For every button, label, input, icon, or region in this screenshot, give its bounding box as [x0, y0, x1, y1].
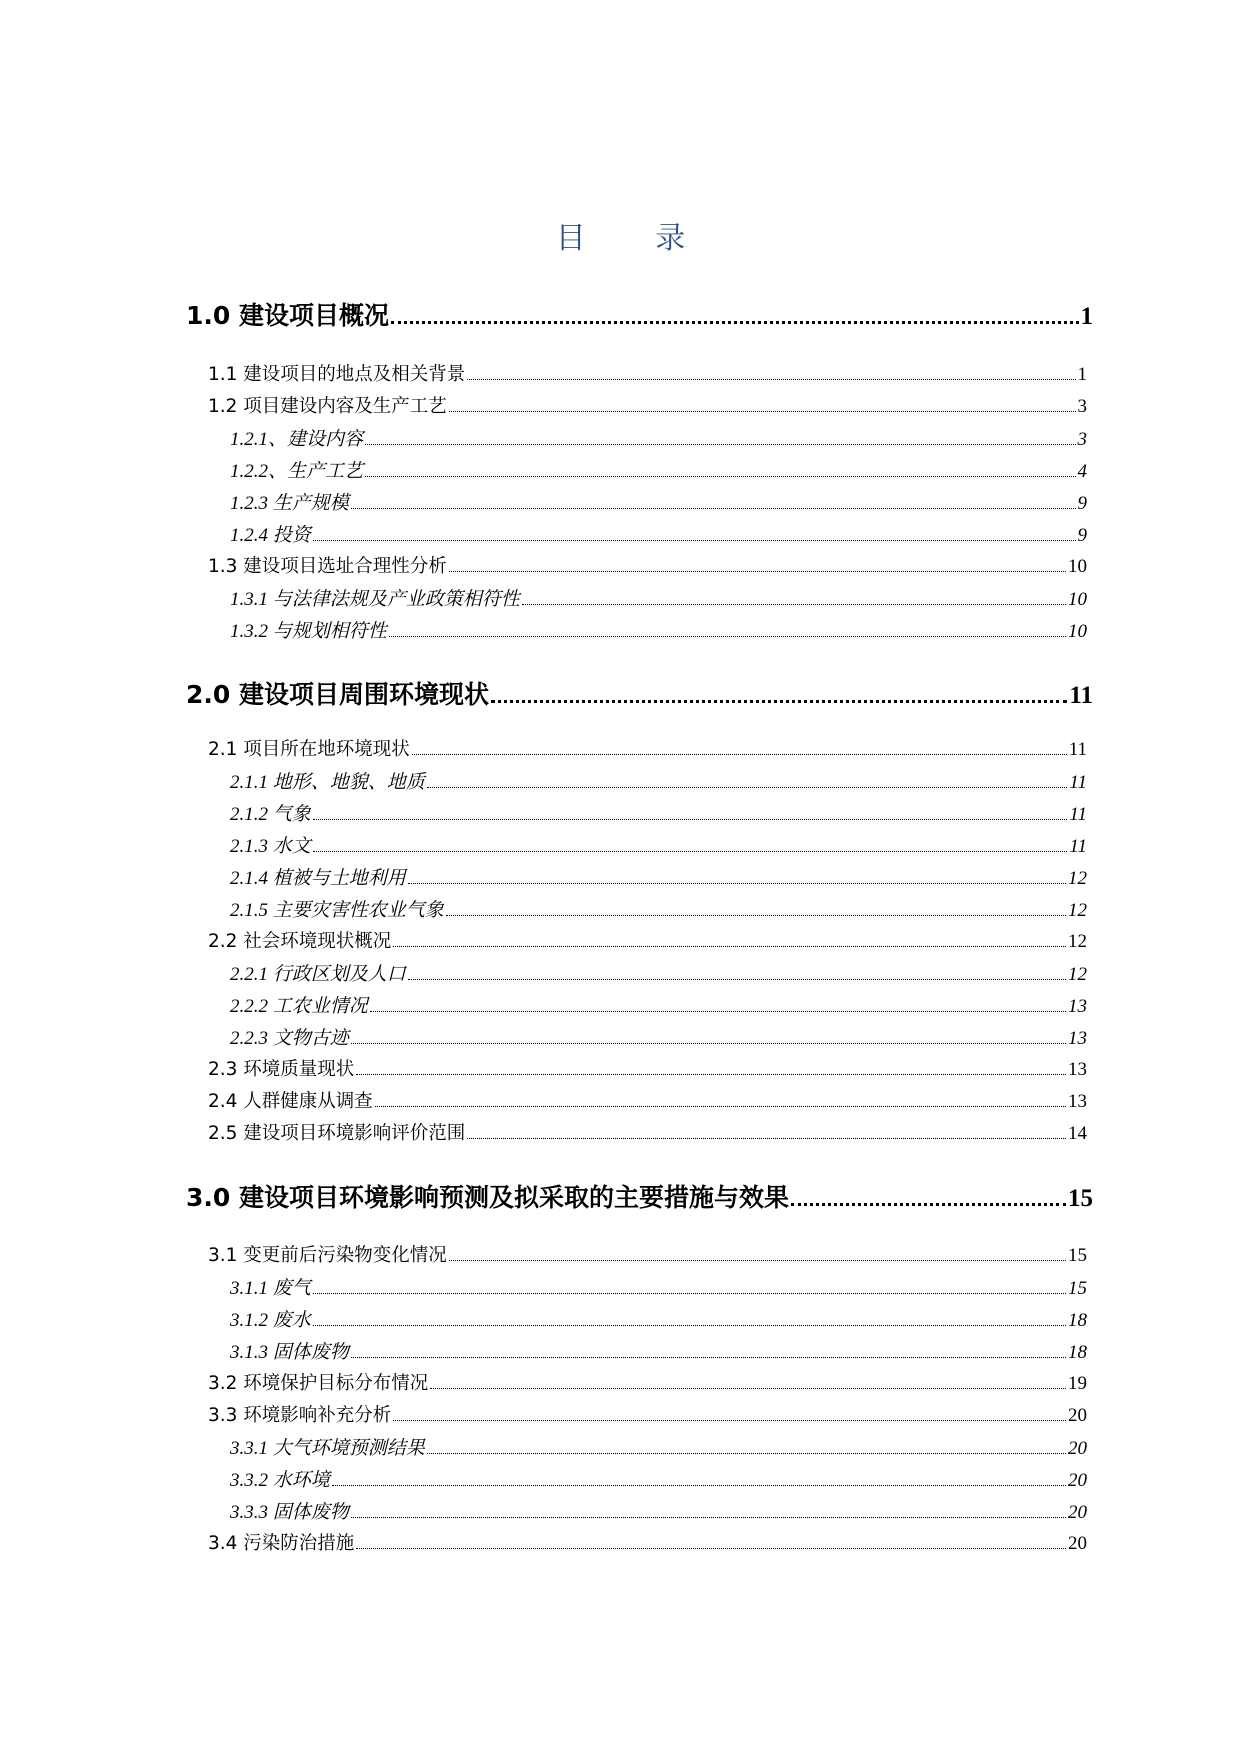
- toc-entry-page-number: 18: [1068, 1310, 1087, 1331]
- toc-entry-page-number: 11: [1069, 804, 1087, 825]
- page-title: 目 录: [555, 221, 716, 256]
- toc-entry-label: 2.1.1 地形、地貌、地质: [230, 772, 425, 793]
- toc-entry-level-2[interactable]: [208, 927, 1087, 953]
- dot-leader: [351, 1042, 1066, 1044]
- toc-entry-label: 1.0 建设项目概况: [186, 301, 389, 330]
- toc-entry-level-3[interactable]: [230, 1305, 1087, 1332]
- toc-entry-level-3[interactable]: [230, 1465, 1087, 1492]
- dot-leader: [393, 945, 1066, 947]
- toc-entry-page-number: 20: [1068, 1502, 1087, 1523]
- dot-leader: [522, 603, 1066, 605]
- toc-entry-label: 3.3.2 水环境: [230, 1470, 330, 1491]
- dot-leader: [467, 378, 1075, 380]
- toc-entry-level-3[interactable]: [230, 1337, 1087, 1364]
- toc-entry-label: 1.3.2 与规划相符性: [230, 621, 387, 642]
- toc-entry-level-2[interactable]: [208, 360, 1087, 386]
- toc-entry-page-number: 20: [1068, 1405, 1087, 1426]
- toc-entry-page-number: 13: [1068, 1091, 1087, 1112]
- toc-entry-label: 2.1 项目所在地环境现状: [208, 739, 410, 760]
- dot-leader: [791, 1202, 1066, 1206]
- dot-leader: [389, 635, 1066, 637]
- toc-entry-page-number: 10: [1068, 556, 1087, 577]
- toc-entry-page-number: 11: [1069, 836, 1087, 857]
- toc-entry-page-number: 3: [1077, 396, 1087, 417]
- toc-entry-level-2[interactable]: [208, 1055, 1087, 1081]
- dot-leader: [313, 539, 1076, 541]
- dot-leader: [467, 1137, 1066, 1139]
- toc-entry-page-number: 10: [1068, 621, 1087, 642]
- toc-entry-label: 3.1.2 废水: [230, 1310, 311, 1331]
- toc-entry-page-number: 3: [1077, 429, 1087, 450]
- toc-entry-page-number: 1: [1077, 364, 1087, 385]
- toc-entry-page-number: 15: [1068, 1245, 1087, 1266]
- toc-entry-page-number: 13: [1068, 996, 1087, 1017]
- toc-entry-page-number: 19: [1068, 1373, 1087, 1394]
- toc-entry-label: 1.1 建设项目的地点及相关背景: [208, 364, 466, 385]
- dot-leader: [427, 786, 1068, 788]
- toc-entry-level-3[interactable]: [230, 1023, 1087, 1050]
- dot-leader: [313, 818, 1068, 820]
- toc-entry-label: 2.3 环境质量现状: [208, 1059, 355, 1080]
- toc-entry-level-2[interactable]: [208, 392, 1087, 418]
- toc-entry-label: 3.1.3 固体废物: [230, 1342, 349, 1363]
- toc-entry-level-3[interactable]: [230, 863, 1087, 890]
- toc-entry-page-number: 9: [1077, 525, 1087, 546]
- toc-entry-level-1[interactable]: [186, 296, 1093, 332]
- toc-entry-page-number: 15: [1068, 1185, 1093, 1212]
- toc-entry-page-number: 1: [1080, 303, 1093, 330]
- toc-entry-label: 3.1.1 废气: [230, 1278, 311, 1299]
- dot-leader: [391, 320, 1079, 324]
- dot-leader: [412, 753, 1067, 755]
- dot-leader: [356, 1547, 1066, 1549]
- toc-entry-page-number: 13: [1068, 1059, 1087, 1080]
- toc-entry-level-3[interactable]: [230, 1273, 1087, 1300]
- toc-entry-level-3[interactable]: [230, 424, 1087, 451]
- toc-entry-page-number: 13: [1068, 1028, 1087, 1049]
- toc-entry-label: 2.2.3 文物古迹: [230, 1028, 349, 1049]
- toc-entry-level-2[interactable]: [208, 1529, 1087, 1555]
- dot-leader: [491, 699, 1067, 703]
- toc-entry-label: 1.2.1、建设内容: [230, 429, 364, 450]
- toc-entry-page-number: 20: [1068, 1533, 1087, 1554]
- toc-entry-page-number: 12: [1068, 900, 1087, 921]
- dot-leader: [351, 1516, 1066, 1518]
- toc-entry-label: 2.1.2 气象: [230, 804, 311, 825]
- dot-leader: [370, 1010, 1066, 1012]
- toc-entry-label: 2.2.2 工农业情况: [230, 996, 368, 1017]
- dot-leader: [449, 410, 1076, 412]
- dot-leader: [365, 475, 1075, 477]
- toc-entry-level-3[interactable]: [230, 895, 1087, 922]
- toc-entry-label: 2.5 建设项目环境影响评价范围: [208, 1123, 466, 1144]
- toc-entry-label: 3.2 环境保护目标分布情况: [208, 1373, 429, 1394]
- dot-leader: [356, 1073, 1066, 1075]
- toc-entry-level-3[interactable]: [230, 456, 1087, 483]
- toc-entry-level-3[interactable]: [230, 767, 1087, 794]
- toc-entry-level-3[interactable]: [230, 520, 1087, 547]
- dot-leader: [449, 570, 1066, 572]
- toc-entry-label: 1.2.3 生产规模: [230, 493, 349, 514]
- dot-leader: [408, 978, 1066, 980]
- dot-leader: [365, 443, 1075, 445]
- toc-entry-page-number: 12: [1068, 964, 1087, 985]
- toc-entry-page-number: 18: [1068, 1342, 1087, 1363]
- dot-leader: [449, 1259, 1066, 1261]
- toc-entry-label: 3.4 污染防治措施: [208, 1533, 355, 1554]
- toc-entry-level-1[interactable]: [186, 675, 1093, 711]
- toc-entry-page-number: 15: [1068, 1278, 1087, 1299]
- toc-entry-level-3[interactable]: [230, 488, 1087, 515]
- dot-leader: [375, 1105, 1066, 1107]
- toc-entry-label: 1.3 建设项目选址合理性分析: [208, 556, 447, 577]
- dot-leader: [408, 882, 1066, 884]
- toc-entry-label: 1.2.4 投资: [230, 525, 311, 546]
- toc-entry-page-number: 12: [1068, 931, 1087, 952]
- toc-entry-page-number: 11: [1069, 682, 1093, 709]
- toc-entry-level-2[interactable]: [208, 735, 1087, 761]
- dot-leader: [313, 850, 1068, 852]
- toc-entry-label: 2.0 建设项目周围环境现状: [186, 680, 489, 709]
- toc-entry-page-number: 9: [1077, 493, 1087, 514]
- toc-entry-page-number: 20: [1068, 1470, 1087, 1491]
- toc-entry-label: 1.2.2、生产工艺: [230, 461, 364, 482]
- toc-entry-label: 1.3.1 与法律法规及产业政策相符性: [230, 589, 520, 610]
- toc-entry-page-number: 20: [1068, 1438, 1087, 1459]
- toc-entry-label: 2.2 社会环境现状概况: [208, 931, 392, 952]
- toc-entry-page-number: 4: [1077, 461, 1087, 482]
- dot-leader: [351, 1356, 1066, 1358]
- dot-leader: [351, 507, 1076, 509]
- dot-leader: [430, 1387, 1066, 1389]
- toc-entry-label: 1.2 项目建设内容及生产工艺: [208, 396, 447, 417]
- toc-entry-level-3[interactable]: [230, 991, 1087, 1018]
- toc-entry-level-3[interactable]: [230, 1433, 1087, 1460]
- toc-entry-page-number: 11: [1069, 772, 1087, 793]
- toc-entry-label: 3.3.3 固体废物: [230, 1502, 349, 1523]
- toc-entry-page-number: 14: [1068, 1123, 1087, 1144]
- toc-entry-level-2[interactable]: [208, 1241, 1087, 1267]
- toc-entry-level-1[interactable]: [186, 1178, 1093, 1214]
- dot-leader: [313, 1292, 1066, 1294]
- toc-entry-level-2[interactable]: [208, 552, 1087, 578]
- dot-leader: [427, 1452, 1066, 1454]
- dot-leader: [313, 1324, 1066, 1326]
- toc-entry-label: 3.3 环境影响补充分析: [208, 1405, 392, 1426]
- toc-entry-level-3[interactable]: [230, 799, 1087, 826]
- toc-entry-level-3[interactable]: [230, 831, 1087, 858]
- toc-entry-label: 3.3.1 大气环境预测结果: [230, 1438, 425, 1459]
- toc-entry-label: 2.1.3 水文: [230, 836, 311, 857]
- toc-entry-page-number: 11: [1068, 739, 1087, 760]
- toc-entry-label: 3.0 建设项目环境影响预测及拟采取的主要措施与效果: [186, 1183, 789, 1212]
- dot-leader: [393, 1419, 1066, 1421]
- toc-entry-level-2[interactable]: [208, 1369, 1087, 1395]
- toc-entry-level-2[interactable]: [208, 1119, 1087, 1145]
- toc-entry-level-3[interactable]: [230, 959, 1087, 986]
- toc-entry-label: 2.1.4 植被与土地利用: [230, 868, 406, 889]
- toc-entry-level-2[interactable]: [208, 1401, 1087, 1427]
- toc-entry-label: 3.1 变更前后污染物变化情况: [208, 1245, 447, 1266]
- toc-entry-level-3[interactable]: [230, 1497, 1087, 1524]
- toc-entry-page-number: 12: [1068, 868, 1087, 889]
- toc-entry-level-2[interactable]: [208, 1087, 1087, 1113]
- toc-entry-level-3[interactable]: [230, 584, 1087, 611]
- toc-entry-page-number: 10: [1068, 589, 1087, 610]
- toc-entry-label: 2.1.5 主要灾害性农业气象: [230, 900, 444, 921]
- dot-leader: [332, 1484, 1066, 1486]
- dot-leader: [446, 914, 1066, 916]
- toc-entry-label: 2.4 人群健康从调查: [208, 1091, 373, 1112]
- toc-entry-label: 2.2.1 行政区划及人口: [230, 964, 406, 985]
- toc-entry-level-3[interactable]: [230, 616, 1087, 643]
